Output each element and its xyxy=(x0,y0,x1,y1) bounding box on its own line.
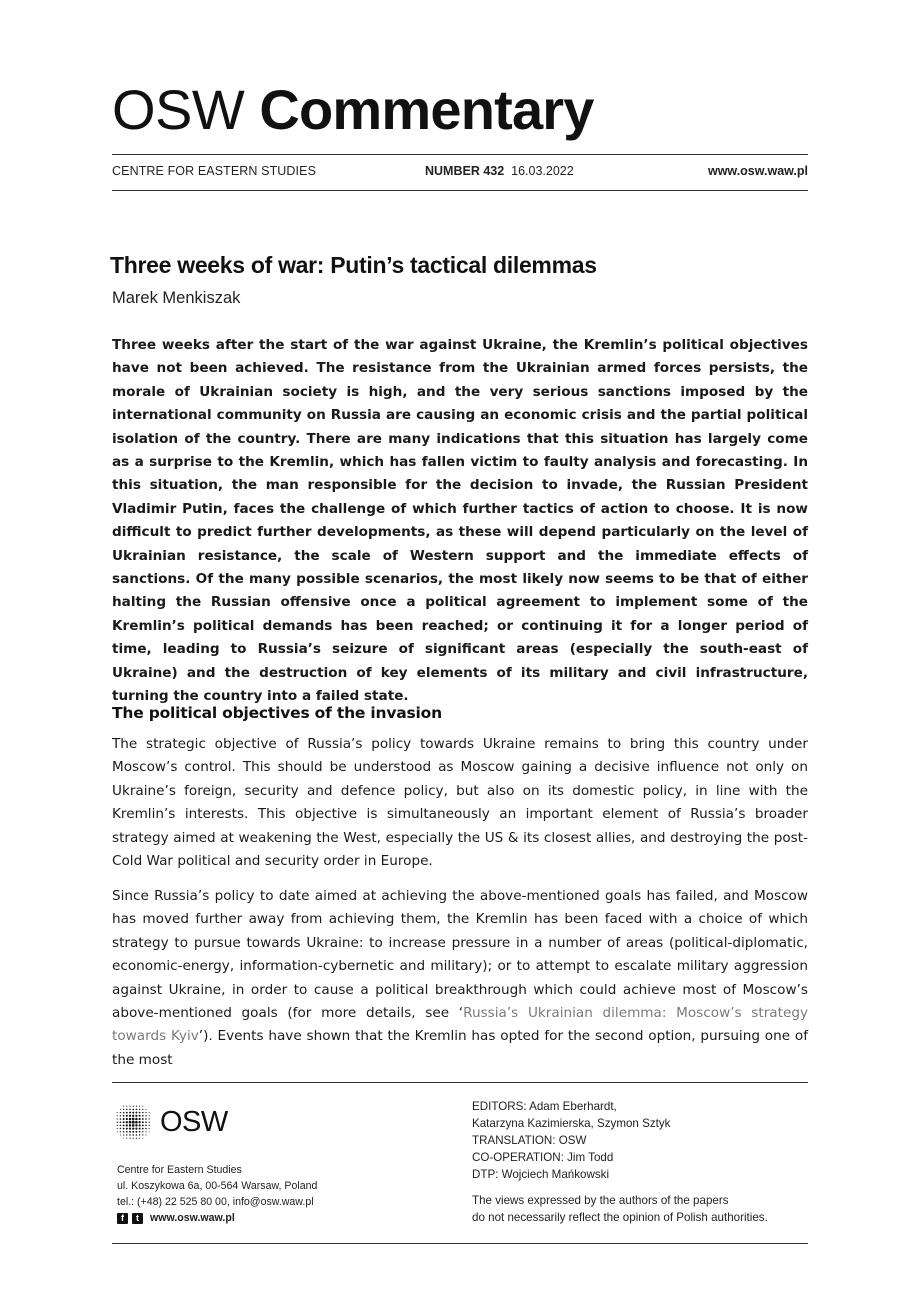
logo-dot xyxy=(139,1128,141,1130)
credit-line: EDITORS: Adam Eberhardt, xyxy=(472,1100,617,1113)
logo-dot xyxy=(136,1134,138,1136)
logo-dot xyxy=(142,1106,143,1107)
logo-dot xyxy=(142,1138,143,1139)
credit-line: DTP: Wojciech Mańkowski xyxy=(472,1168,610,1181)
logo-dot xyxy=(126,1109,127,1110)
logo-text: OSW xyxy=(160,1105,228,1138)
logo-dot xyxy=(139,1138,140,1139)
logo-dot xyxy=(132,1115,134,1117)
logo-dot xyxy=(149,1115,150,1116)
logo-dot xyxy=(133,1138,134,1139)
logo-dot xyxy=(139,1109,140,1110)
logo-dot xyxy=(120,1135,121,1136)
logo-dot xyxy=(117,1128,118,1129)
logo-dot xyxy=(120,1109,121,1110)
credit-line: Katarzyna Kazimierska, Szymon Sztyk xyxy=(472,1117,671,1130)
logo-dot xyxy=(126,1115,128,1117)
logo-dot xyxy=(142,1112,144,1114)
logo-dot xyxy=(139,1112,141,1114)
logo-dot xyxy=(136,1106,137,1107)
logo-dot xyxy=(145,1121,147,1123)
logo-dot xyxy=(132,1124,135,1127)
issue-date: 16.03.2022 xyxy=(511,164,574,178)
article-author: Marek Menkiszak xyxy=(112,289,241,307)
osw-logo xyxy=(112,1100,442,1144)
logo-dot xyxy=(139,1131,141,1133)
logo-dot xyxy=(145,1112,146,1113)
paragraph-2 xyxy=(112,885,808,1072)
footer-address xyxy=(117,1162,317,1226)
logo-dot xyxy=(142,1124,144,1126)
disclaimer-line: do not necessarily reflect the opinion of Polish authorities. xyxy=(472,1211,768,1224)
logo-dot xyxy=(126,1128,128,1130)
article-link[interactable]: Russia’s Ukrainian dilemma: Moscow’s strategy towards Kyiv xyxy=(112,1005,809,1045)
logo-dot xyxy=(129,1109,131,1111)
footer-bottom-rule xyxy=(112,1243,808,1244)
logo-dot xyxy=(142,1131,143,1132)
logo-dot xyxy=(146,1135,147,1136)
logo-dot xyxy=(123,1124,125,1126)
logo-dot xyxy=(123,1128,125,1130)
logo-dot xyxy=(149,1122,150,1123)
logo-dot xyxy=(145,1128,146,1129)
logo-dot xyxy=(117,1118,118,1119)
logo-dot xyxy=(139,1134,140,1135)
logo-dot xyxy=(129,1138,130,1139)
footer-website[interactable]: www.osw.waw.pl xyxy=(150,1212,235,1224)
logo-dot xyxy=(139,1124,141,1126)
logo-dot xyxy=(129,1115,131,1117)
footer-left xyxy=(112,1100,442,1224)
logo-dot xyxy=(149,1112,150,1113)
masthead-bottom-rule xyxy=(112,190,808,191)
logo-dot xyxy=(142,1109,143,1110)
logo-dot xyxy=(120,1128,121,1129)
logo-dot xyxy=(129,1106,130,1107)
logo-dot xyxy=(145,1115,146,1116)
logo-dot xyxy=(135,1131,137,1133)
logo-dot xyxy=(117,1112,118,1113)
logo-dot xyxy=(126,1131,128,1133)
masthead-top-rule xyxy=(112,154,808,155)
logo-dot xyxy=(126,1124,128,1126)
logo-dot xyxy=(138,1121,140,1123)
logo-dot xyxy=(136,1109,138,1111)
brand-bold: Commentary xyxy=(259,78,594,141)
logo-dot xyxy=(132,1131,134,1133)
article-lead: Three weeks after the start of the war against Ukraine, the Kremlin’s political objectives have not been achieved. The resistance from the Ukrainian armed forces persists, the morale of Ukrainian society is high, and the very serious sanctions imposed by the international community on Russia are causing an economic crisis and the partial political isolation of the country. There are many indications that this situation has largely come as a surprise to the Kremlin, which has fallen victim to faulty analysis and forecasting. In this situation, the man responsible for the decision to invade, the Russian President Vladimir Putin, faces the challenge of which further tactics of action to choose. It is now difficult to predict further developments, as these will depend particularly on the level of Ukrainian resistance, the scale of Western support and the immediate effects of sanctions. Of the many possible scenarios, the most likely now seems to be that of either halting the Russian offensive once a political agreement to implement some of the Kremlin’s political demands has been reached; or continuing it for a longer period of time, leading to Russia’s seizure of significant areas (especially the south-east of Ukraine) and the destruction of key elements of its military and civil infrastructure, turning the country into a failed state. xyxy=(112,337,808,705)
logo-dot xyxy=(135,1115,137,1117)
logo-dot xyxy=(132,1121,135,1124)
logo-dot xyxy=(133,1106,134,1107)
logo-dot xyxy=(129,1112,131,1114)
disclaimer xyxy=(472,1192,808,1226)
logo-dot xyxy=(142,1121,144,1123)
logo-dot xyxy=(149,1118,150,1119)
disclaimer-line: The views expressed by the authors of the papers xyxy=(472,1194,729,1207)
logo-dot xyxy=(135,1118,138,1121)
paragraph-2-tail: ’). Events have shown that the Kremlin has opted for the second option, pursuing one of the most xyxy=(112,1028,808,1068)
centre-name: CENTRE FOR EASTERN STUDIES xyxy=(112,164,317,178)
logo-dot xyxy=(136,1138,137,1139)
logo-dot xyxy=(126,1112,128,1114)
logo-dot xyxy=(123,1112,125,1114)
credit-line: TRANSLATION: OSW xyxy=(472,1134,587,1147)
logo-dot xyxy=(135,1112,137,1114)
facebook-icon[interactable]: f xyxy=(117,1213,128,1224)
logo-dot xyxy=(123,1106,124,1107)
logo-dot xyxy=(126,1106,127,1107)
logo-dot xyxy=(149,1128,150,1129)
logo-dot xyxy=(120,1112,121,1113)
logo-dot xyxy=(123,1134,124,1135)
logo-dot xyxy=(126,1138,127,1139)
logo-dot xyxy=(132,1109,134,1111)
logo-dot xyxy=(132,1112,134,1114)
footer-top-rule xyxy=(112,1082,808,1083)
logo-dot xyxy=(145,1118,147,1120)
issue-number-label: NUMBER 432 xyxy=(425,164,505,178)
logo-dot xyxy=(135,1124,137,1126)
logo-dot xyxy=(129,1121,132,1124)
logo-dot xyxy=(135,1121,138,1124)
masthead-website[interactable]: www.osw.waw.pl xyxy=(707,164,808,178)
logo-dot xyxy=(120,1115,121,1116)
logo-dot xyxy=(149,1125,150,1126)
logo-dot xyxy=(117,1115,118,1116)
twitter-icon[interactable]: t xyxy=(132,1213,143,1224)
logo-dot xyxy=(123,1131,125,1133)
address-line: Centre for Eastern Studies xyxy=(117,1164,242,1176)
footer-web-row xyxy=(117,1210,317,1226)
logo-dot xyxy=(120,1131,121,1132)
address-line: tel.: (+48) 22 525 80 00, info@osw.waw.pl xyxy=(117,1196,314,1208)
logo-dot xyxy=(142,1115,144,1117)
logo-dot xyxy=(129,1134,131,1136)
credit-line: CO-OPERATION: Jim Todd xyxy=(472,1151,614,1164)
logo-dot xyxy=(129,1124,132,1127)
logo-dot xyxy=(123,1109,124,1110)
logo-dot xyxy=(117,1125,118,1126)
logo-dot xyxy=(142,1128,144,1130)
section-title: The political objectives of the invasion xyxy=(112,704,442,722)
logo-dot xyxy=(145,1131,146,1132)
issue-number xyxy=(425,164,574,178)
logo-dot xyxy=(139,1106,140,1107)
logo-dot xyxy=(129,1118,132,1121)
paragraph-2-text: Since Russia’s policy to date aimed at achieving the above-mentioned goals has failed, and Moscow has moved further away from achieving them, the Kremlin has been faced with a choice of which strategy to pursue towards Ukraine: to increase pressure in a number of areas (political-diplomatic, economic-energy, information-cybernetic and military); or to attempt to escalate military aggression against Ukraine, in order to cause a political breakthrough which could achieve most of Moscow’s above-mentioned goals (for more details, see ‘ xyxy=(112,888,808,1022)
brand-light: OSW xyxy=(112,78,245,141)
logo-dot xyxy=(139,1118,141,1120)
footer-credits xyxy=(472,1098,808,1226)
article-title: Three weeks of war: Putin’s tactical dilemmas xyxy=(110,252,597,278)
masthead-row xyxy=(112,164,808,182)
logo-dot xyxy=(123,1118,125,1120)
logo-dot xyxy=(135,1128,137,1130)
logo-dot xyxy=(146,1109,147,1110)
logo-dot xyxy=(123,1121,125,1123)
logo-dot xyxy=(139,1115,141,1117)
logo-dot xyxy=(123,1138,124,1139)
logo-dot xyxy=(120,1121,122,1123)
logo-dot xyxy=(132,1127,134,1129)
logo-dot xyxy=(123,1115,125,1117)
logo-dot xyxy=(142,1134,143,1135)
address-line: ul. Koszykowa 6a, 00-564 Warsaw, Poland xyxy=(117,1180,318,1192)
brand-title xyxy=(112,78,594,142)
paragraph-1: The strategic objective of Russia’s policy towards Ukraine remains to bring this country under Moscow’s control. This should be understood as Moscow gaining a decisive influence not only on Ukraine’s foreign, security and defence policy, but also on its domestic policy, in line with the Kremlin’s interests. This objective is simultaneously an important element of Russia’s broader strategy aimed at weakening the West, especially the US & its closest allies, and destroying the post-Cold War political and security order in Europe. xyxy=(112,736,808,870)
logo-dot xyxy=(120,1125,122,1127)
logo-dot xyxy=(126,1118,128,1120)
logo-dot xyxy=(117,1131,118,1132)
logo-dot xyxy=(142,1118,144,1120)
logo-dot xyxy=(120,1118,122,1120)
logo-dot xyxy=(132,1134,134,1136)
logo-dot xyxy=(126,1134,127,1135)
logo-dot xyxy=(129,1128,131,1130)
osw-dot-globe-icon xyxy=(112,1101,154,1143)
logo-dot xyxy=(132,1118,135,1121)
logo-dot xyxy=(117,1122,118,1123)
logo-dot xyxy=(129,1131,131,1133)
logo-dot xyxy=(149,1131,150,1132)
logo-dot xyxy=(126,1121,128,1123)
logo-dot xyxy=(145,1125,147,1127)
